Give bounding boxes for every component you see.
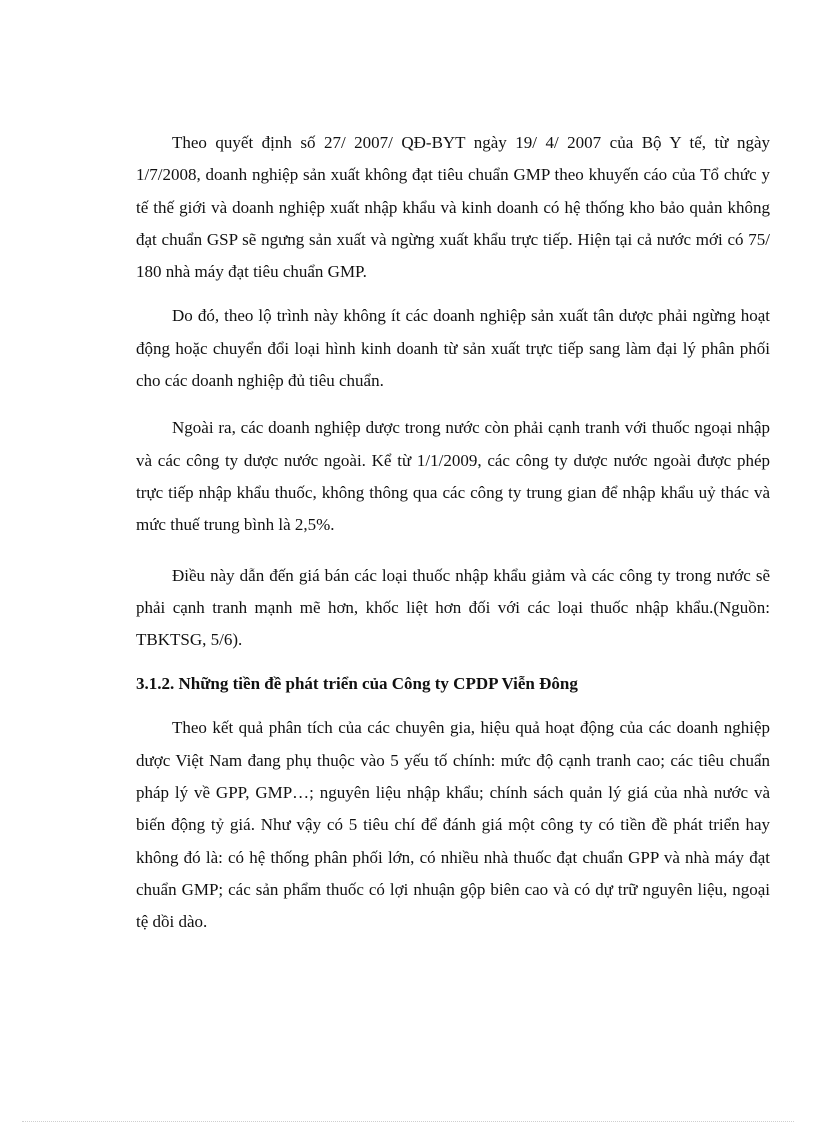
paragraph-foreign-competition: Ngoài ra, các doanh nghiệp dược trong nước còn phải cạnh tranh với thuốc ngoại nhập và các công ty dược nước ngoài. Kể từ 1/1/2009, các công ty dược nước ngoài được phép trực tiếp nhập khẩu thuốc, không thông qua các công ty trung gian để nhập khẩu uỷ thác và mức thuế trung bình là 2,5%. [136, 418, 770, 535]
paragraph-price-impact: Điều này dẫn đến giá bán các loại thuốc nhập khẩu giảm và các công ty trong nước sẽ phải cạnh tranh mạnh mẽ hơn, khốc liệt hơn đối với các loại thuốc nhập khẩu.(Nguồn: TBKTSG, 5/6). [136, 565, 770, 650]
paragraph-development-premises: Theo kết quả phân tích của các chuyên gia, hiệu quả hoạt động của các doanh nghiệp dược Việt Nam đang phụ thuộc vào 5 yếu tố chính: mức độ cạnh tranh cao; các tiêu chuẩn pháp lý về GPP, GMP…; nguyên liệu nhập khẩu; chính sách quản lý giá của nhà nước và biến động tỷ giá. Như vậy có 5 tiêu chí để đánh giá một công ty có tiền đề phát triển hay không đó là: có hệ thống phân phối lớn, có nhiều nhà thuốc đạt chuẩn GPP và nhà máy đạt chuẩn GMP; các sản phẩm thuốc có lợi nhuận gộp biên cao và có dự trữ nguyên liệu, ngoại tệ dồi dào. [136, 718, 770, 932]
paragraph-gmp-regulation: Theo quyết định số 27/ 2007/ QĐ-BYT ngày 19/ 4/ 2007 của Bộ Y tế, từ ngày 1/7/2008, doanh nghiệp sản xuất không đạt tiêu chuẩn GMP theo khuyến cáo của Tổ chức y tế thế giới và doanh nghiệp xuất nhập khẩu và kinh doanh có hệ thống kho bảo quản không đạt chuẩn GSP sẽ ngưng sản xuất và ngừng xuất khẩu trực tiếp. Hiện tại cả nước mới có 75/ 180 nhà máy đạt tiêu chuẩn GMP. [136, 133, 770, 282]
page-bottom-divider [22, 1121, 794, 1122]
section-heading: 3.1.2. Những tiền đề phát triển của Công ty CPDP Viễn Đông [136, 674, 578, 694]
document-body [136, 127, 770, 939]
paragraph-roadmap-consequence: Do đó, theo lộ trình này không ít các doanh nghiệp sản xuất tân dược phải ngừng hoạt động hoặc chuyển đổi loại hình kinh doanh từ sản xuất trực tiếp sang làm đại lý phân phối cho các doanh nghiệp đủ tiêu chuẩn. [136, 306, 770, 391]
